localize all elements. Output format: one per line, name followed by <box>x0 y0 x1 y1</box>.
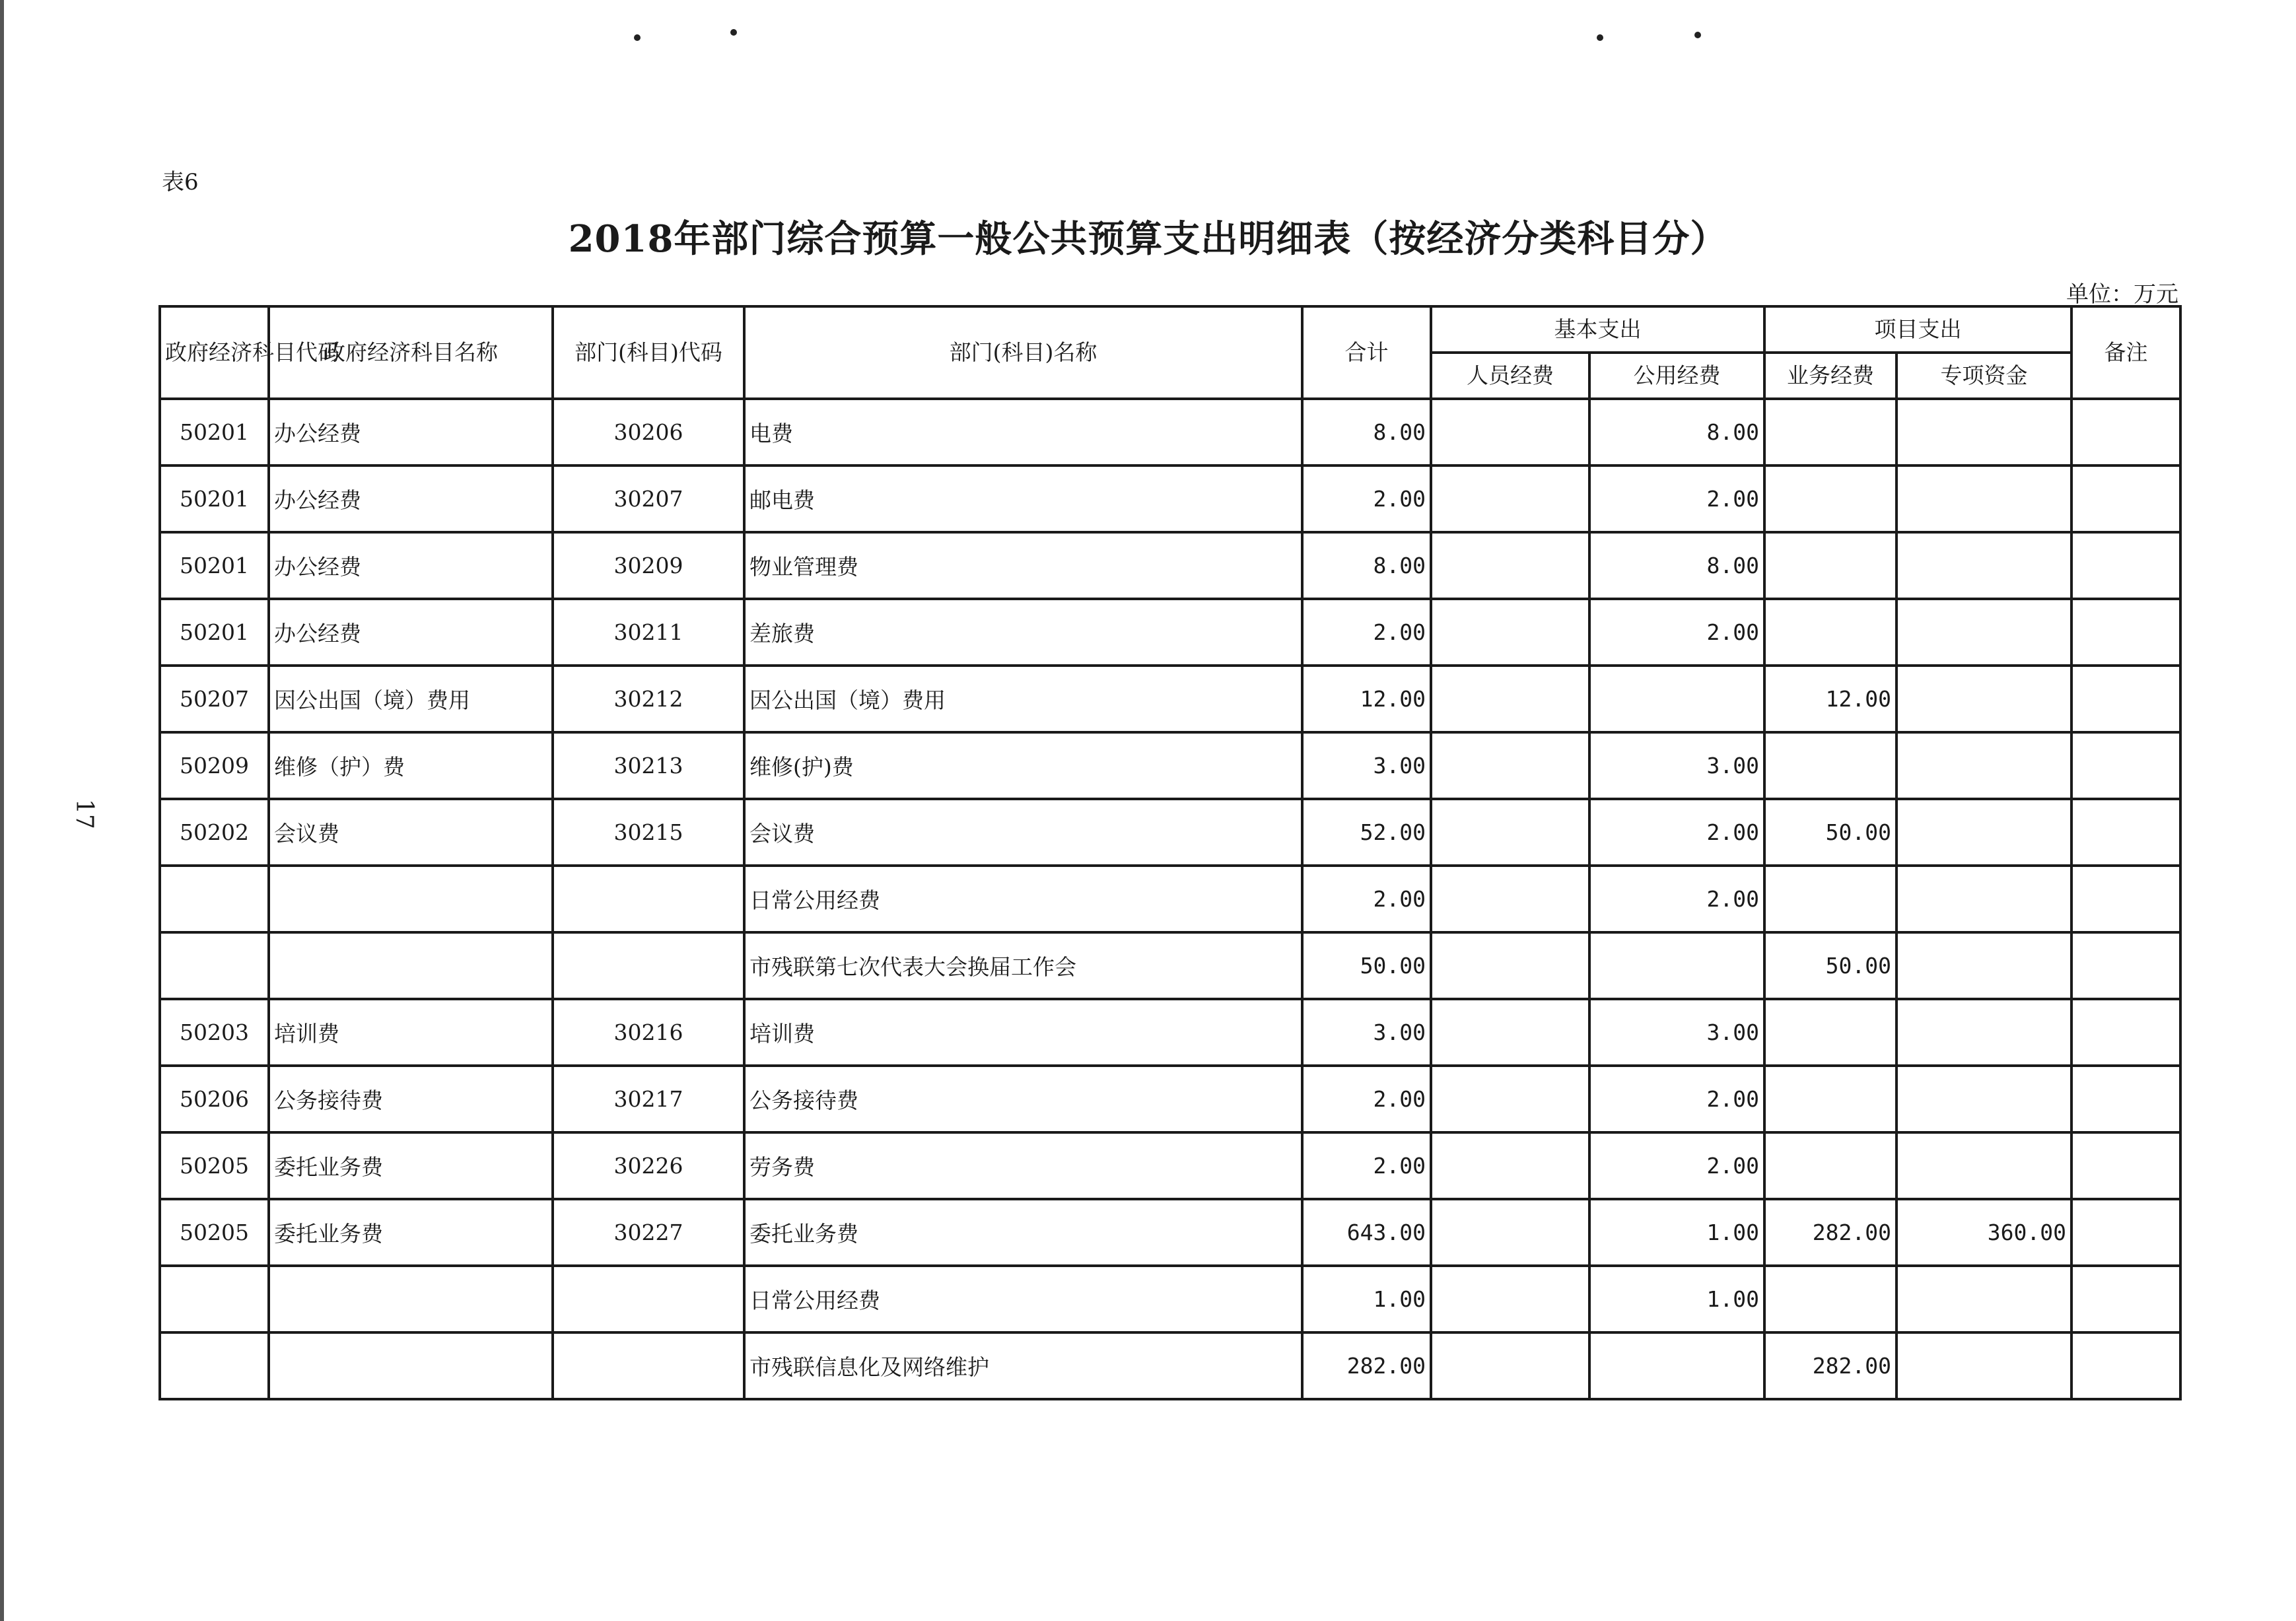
cell-total: 12.00 <box>1302 666 1431 732</box>
table-row <box>160 799 2180 866</box>
cell-dept-name: 会议费 <box>744 799 1302 866</box>
cell-econ-name: 办公经费 <box>269 532 553 599</box>
cell-special <box>1896 1066 2071 1132</box>
table-row <box>160 732 2180 799</box>
cell-remarks <box>2071 666 2180 732</box>
cell-econ-name: 委托业务费 <box>269 1199 553 1266</box>
header-dept-name: 部门(科目)名称 <box>744 306 1302 399</box>
cell-special <box>1896 1132 2071 1199</box>
cell-dept-code <box>553 932 744 999</box>
cell-total: 1.00 <box>1302 1266 1431 1332</box>
cell-public: 2.00 <box>1589 866 1764 932</box>
header-project-expenditure: 项目支出 <box>1764 306 2071 353</box>
cell-econ-code: 50206 <box>160 1066 269 1132</box>
cell-personnel <box>1431 732 1589 799</box>
table-row <box>160 1132 2180 1199</box>
cell-personnel <box>1431 999 1589 1066</box>
cell-public <box>1589 932 1764 999</box>
cell-special <box>1896 599 2071 666</box>
cell-total: 2.00 <box>1302 866 1431 932</box>
header-personnel: 人员经费 <box>1431 353 1589 399</box>
cell-remarks <box>2071 1332 2180 1399</box>
punch-hole-mark <box>634 34 641 41</box>
cell-personnel <box>1431 799 1589 866</box>
cell-public: 8.00 <box>1589 532 1764 599</box>
punch-hole-mark <box>1597 34 1603 41</box>
cell-dept-name: 日常公用经费 <box>744 866 1302 932</box>
cell-econ-code: 50201 <box>160 399 269 466</box>
header-business: 业务经费 <box>1764 353 1896 399</box>
cell-econ-name: 维修（护）费 <box>269 732 553 799</box>
table-row <box>160 1266 2180 1332</box>
cell-personnel <box>1431 1132 1589 1199</box>
cell-business <box>1764 1266 1896 1332</box>
cell-dept-name: 电费 <box>744 399 1302 466</box>
table-row <box>160 866 2180 932</box>
table-label: 表6 <box>162 169 199 195</box>
cell-total: 2.00 <box>1302 599 1431 666</box>
cell-econ-code <box>160 1332 269 1399</box>
table-row <box>160 999 2180 1066</box>
cell-remarks <box>2071 1132 2180 1199</box>
cell-total: 2.00 <box>1302 1066 1431 1132</box>
cell-special <box>1896 732 2071 799</box>
cell-total: 3.00 <box>1302 999 1431 1066</box>
cell-remarks <box>2071 1266 2180 1332</box>
cell-econ-name <box>269 1332 553 1399</box>
cell-total: 282.00 <box>1302 1332 1431 1399</box>
cell-dept-code: 30226 <box>553 1132 744 1199</box>
cell-personnel <box>1431 399 1589 466</box>
cell-econ-name: 公务接待费 <box>269 1066 553 1132</box>
table-row <box>160 399 2180 466</box>
cell-public: 1.00 <box>1589 1266 1764 1332</box>
cell-special <box>1896 866 2071 932</box>
cell-special <box>1896 399 2071 466</box>
cell-dept-name: 邮电费 <box>744 466 1302 532</box>
cell-econ-name <box>269 932 553 999</box>
cell-remarks <box>2071 799 2180 866</box>
cell-public: 3.00 <box>1589 999 1764 1066</box>
cell-dept-name: 因公出国（境）费用 <box>744 666 1302 732</box>
cell-total: 8.00 <box>1302 399 1431 466</box>
table-row <box>160 466 2180 532</box>
cell-econ-code: 50205 <box>160 1132 269 1199</box>
cell-public <box>1589 666 1764 732</box>
cell-dept-code: 30212 <box>553 666 744 732</box>
cell-dept-code <box>553 1266 744 1332</box>
table-row <box>160 1199 2180 1266</box>
cell-special <box>1896 466 2071 532</box>
cell-special <box>1896 932 2071 999</box>
punch-hole-mark <box>1694 32 1701 38</box>
cell-personnel <box>1431 1266 1589 1332</box>
table-row <box>160 1332 2180 1399</box>
page-number: 17 <box>71 799 98 829</box>
cell-dept-name: 培训费 <box>744 999 1302 1066</box>
cell-dept-code <box>553 1332 744 1399</box>
cell-dept-name: 差旅费 <box>744 599 1302 666</box>
cell-remarks <box>2071 1199 2180 1266</box>
cell-econ-name: 会议费 <box>269 799 553 866</box>
cell-dept-code <box>553 866 744 932</box>
header-remarks: 备注 <box>2071 306 2180 399</box>
cell-business <box>1764 466 1896 532</box>
cell-business: 50.00 <box>1764 799 1896 866</box>
cell-business <box>1764 599 1896 666</box>
cell-business: 12.00 <box>1764 666 1896 732</box>
cell-dept-code: 30206 <box>553 399 744 466</box>
cell-econ-code <box>160 1266 269 1332</box>
page-title: 2018年部门综合预算一般公共预算支出明细表（按经济分类科目分） <box>568 217 1728 261</box>
cell-special <box>1896 799 2071 866</box>
cell-remarks <box>2071 932 2180 999</box>
cell-total: 8.00 <box>1302 532 1431 599</box>
cell-econ-code: 50201 <box>160 532 269 599</box>
cell-dept-name: 公务接待费 <box>744 1066 1302 1132</box>
cell-public: 2.00 <box>1589 799 1764 866</box>
cell-econ-name: 办公经费 <box>269 399 553 466</box>
cell-business: 50.00 <box>1764 932 1896 999</box>
cell-econ-code: 50205 <box>160 1199 269 1266</box>
cell-public: 2.00 <box>1589 599 1764 666</box>
cell-business <box>1764 532 1896 599</box>
cell-remarks <box>2071 532 2180 599</box>
table-body <box>160 399 2180 1399</box>
cell-econ-code: 50201 <box>160 599 269 666</box>
cell-econ-name <box>269 1266 553 1332</box>
cell-public: 2.00 <box>1589 1066 1764 1132</box>
table-row <box>160 1066 2180 1132</box>
cell-public <box>1589 1332 1764 1399</box>
cell-personnel <box>1431 1199 1589 1266</box>
cell-econ-name: 委托业务费 <box>269 1132 553 1199</box>
cell-special <box>1896 532 2071 599</box>
cell-personnel <box>1431 1332 1589 1399</box>
cell-econ-code <box>160 932 269 999</box>
cell-personnel <box>1431 932 1589 999</box>
cell-total: 3.00 <box>1302 732 1431 799</box>
cell-dept-code: 30213 <box>553 732 744 799</box>
cell-special <box>1896 1332 2071 1399</box>
cell-dept-name: 市残联第七次代表大会换届工作会 <box>744 932 1302 999</box>
cell-dept-name: 维修(护)费 <box>744 732 1302 799</box>
cell-public: 1.00 <box>1589 1199 1764 1266</box>
budget-table <box>158 305 2182 1400</box>
table-row <box>160 599 2180 666</box>
cell-personnel <box>1431 466 1589 532</box>
header-public: 公用经费 <box>1589 353 1764 399</box>
cell-total: 50.00 <box>1302 932 1431 999</box>
cell-dept-name: 市残联信息化及网络维护 <box>744 1332 1302 1399</box>
cell-econ-name: 办公经费 <box>269 599 553 666</box>
cell-total: 2.00 <box>1302 466 1431 532</box>
cell-special: 360.00 <box>1896 1199 2071 1266</box>
table-row <box>160 932 2180 999</box>
cell-econ-name: 因公出国（境）费用 <box>269 666 553 732</box>
cell-econ-name: 培训费 <box>269 999 553 1066</box>
cell-econ-code: 50207 <box>160 666 269 732</box>
cell-business: 282.00 <box>1764 1199 1896 1266</box>
header-econ-name: 政府经济科目名称 <box>269 306 553 399</box>
table-row <box>160 666 2180 732</box>
cell-remarks <box>2071 599 2180 666</box>
cell-business <box>1764 732 1896 799</box>
cell-business <box>1764 999 1896 1066</box>
cell-remarks <box>2071 1066 2180 1132</box>
cell-special <box>1896 999 2071 1066</box>
cell-remarks <box>2071 732 2180 799</box>
cell-remarks <box>2071 466 2180 532</box>
header-total: 合计 <box>1302 306 1431 399</box>
cell-total: 643.00 <box>1302 1199 1431 1266</box>
cell-special <box>1896 666 2071 732</box>
cell-dept-code: 30209 <box>553 532 744 599</box>
cell-personnel <box>1431 532 1589 599</box>
cell-business: 282.00 <box>1764 1332 1896 1399</box>
header-basic-expenditure: 基本支出 <box>1431 306 1764 353</box>
cell-remarks <box>2071 866 2180 932</box>
cell-business <box>1764 1066 1896 1132</box>
cell-dept-code: 30227 <box>553 1199 744 1266</box>
cell-econ-name <box>269 866 553 932</box>
cell-econ-code <box>160 866 269 932</box>
cell-total: 2.00 <box>1302 1132 1431 1199</box>
cell-public: 8.00 <box>1589 399 1764 466</box>
cell-dept-name: 物业管理费 <box>744 532 1302 599</box>
cell-business <box>1764 1132 1896 1199</box>
cell-total: 52.00 <box>1302 799 1431 866</box>
cell-personnel <box>1431 599 1589 666</box>
header-dept-code: 部门(科目)代码 <box>553 306 744 399</box>
cell-special <box>1896 1266 2071 1332</box>
cell-public: 2.00 <box>1589 1132 1764 1199</box>
cell-public: 2.00 <box>1589 466 1764 532</box>
cell-dept-name: 劳务费 <box>744 1132 1302 1199</box>
cell-remarks <box>2071 999 2180 1066</box>
cell-dept-code: 30215 <box>553 799 744 866</box>
cell-econ-code: 50209 <box>160 732 269 799</box>
cell-dept-name: 委托业务费 <box>744 1199 1302 1266</box>
cell-personnel <box>1431 866 1589 932</box>
cell-personnel <box>1431 666 1589 732</box>
punch-hole-mark <box>730 29 737 36</box>
cell-dept-code: 30207 <box>553 466 744 532</box>
cell-econ-name: 办公经费 <box>269 466 553 532</box>
header-econ-code: 政府经济科目代码 <box>160 306 269 399</box>
table-row <box>160 532 2180 599</box>
cell-econ-code: 50202 <box>160 799 269 866</box>
cell-dept-code: 30211 <box>553 599 744 666</box>
cell-dept-code: 30217 <box>553 1066 744 1132</box>
cell-business <box>1764 866 1896 932</box>
unit-label: 单位：万元 <box>2066 281 2178 308</box>
header-special: 专项资金 <box>1896 353 2071 399</box>
cell-business <box>1764 399 1896 466</box>
cell-dept-code: 30216 <box>553 999 744 1066</box>
cell-remarks <box>2071 399 2180 466</box>
cell-personnel <box>1431 1066 1589 1132</box>
cell-public: 3.00 <box>1589 732 1764 799</box>
cell-dept-name: 日常公用经费 <box>744 1266 1302 1332</box>
cell-econ-code: 50203 <box>160 999 269 1066</box>
cell-econ-code: 50201 <box>160 466 269 532</box>
